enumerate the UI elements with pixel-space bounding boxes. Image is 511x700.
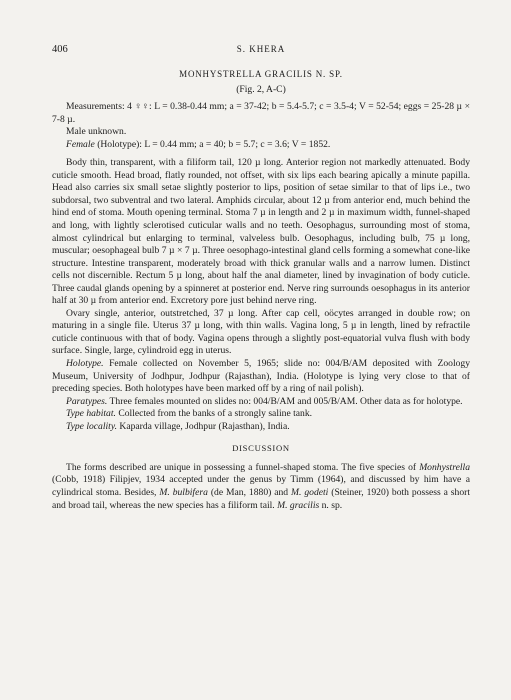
- discussion-text-3: (de Man, 1880) and: [207, 486, 292, 498]
- species-title: MONHYSTRELLA GRACILIS N. SP.: [179, 69, 343, 79]
- measurements-text: 4 ♀♀: L = 0.38-0.44 mm; a = 37-42; b = 5.4-5.7; c = 3.5-4; V = 52-54; eggs = 25-28 µ × 7-8 µ.: [52, 101, 470, 125]
- species-godeti: M. godeti: [291, 486, 329, 498]
- genus-name: Monhystrella: [419, 461, 470, 473]
- type-habitat-paragraph: [52, 408, 470, 421]
- type-locality-paragraph: [52, 421, 470, 434]
- species-gracilis: M. gracilis: [277, 499, 320, 511]
- holotype-text: Female collected on November 5, 1965; slide no: 004/B/AM deposited with Zoology Museum, University of Jodhpur, Jodhpur (Rajasthan), India. (Holotype is lying very close to that of preceding species. Both holotypes have been marked off by a ring of nail polish).: [52, 358, 470, 395]
- page-header: [52, 44, 470, 58]
- discussion-text-2: (Cobb, 1918) Filipjev, 1934 accepted under the genus by Timm (1964), and discussed by him have a cylindrical stoma. Besides,: [52, 474, 470, 498]
- type-habitat-label: Type habitat.: [66, 408, 116, 420]
- running-head: S. KHERA: [236, 44, 286, 54]
- measurements-paragraph: [52, 101, 470, 126]
- discussion-text-1: The forms described are unique in possessing a funnel-shaped stoma. The five species of: [66, 461, 420, 473]
- female-label: Female: [66, 138, 95, 150]
- discussion-paragraph: [52, 462, 470, 512]
- figure-reference: (Fig. 2, A-C): [236, 83, 286, 95]
- body-description: Body thin, transparent, with a filiform tail, 120 µ long. Anterior region not markedly attenuated. Body cuticle smooth. Head broad, flatly rounded, not offset, with six lips each bearing apically a minute papilla. Head also carries six small setae slightly posterior to lips, position of setae similar to that of lips i.e., two subdorsal, two subventral and two lateral. Amphids circular, about 12 µ from anterior end, much behind the hind end of stoma. Mouth opening terminal. Stoma 7 µ in length and 2 µ in maximum width, funnel-shaped and long, with lightly sclerotised cuticular walls and no teeth. Oesophagus, surrounding most of stoma, almost cylindrical but enlarging to terminal, valveless bulb. Oesophagus, including bulb, 75 µ long, muscular; oesophageal bulb 7 µ × 7 µ. Three oesophago-intestinal gland cells forming a somewhat cone-like structure. Intestine transparent, moderately broad with thick granular walls and a narrow lumen. Distinct cells not discernible. Rectum 5 µ long, about half the anal diameter, lined by invagination of body cuticle. Three caudal glands opening by a spinneret at posterior end. Nerve ring surrounds oesophagus in its anterior half at 30 µ from anterior end. Excretory pore just behind nerve ring.: [52, 157, 470, 307]
- paratypes-label: Paratypes.: [66, 395, 108, 407]
- measurements-label: Measurements:: [66, 101, 125, 113]
- discussion-heading: DISCUSSION: [232, 443, 290, 454]
- article-body: [52, 68, 470, 512]
- type-locality-text: Kaparda village, Jodhpur (Rajasthan), India.: [119, 420, 290, 432]
- paratypes-paragraph: [52, 396, 470, 409]
- holotype-paragraph: [52, 358, 470, 396]
- reproductive-description: Ovary single, anterior, outstretched, 37 µ long. After cap cell, oöcytes arranged in double row; on maturing in a single file. Uterus 37 µ long, with thin walls. Vagina long, 5 µ in length, lined by refractile cuticle continuous with that of body. Vagina opens through a slightly post-equatorial vulva flush with body surface. Single, large, cylindroid egg in uterus.: [52, 307, 470, 357]
- female-paragraph: [52, 139, 470, 152]
- type-habitat-text: Collected from the banks of a strongly saline tank.: [118, 408, 313, 420]
- page-number: 406: [52, 44, 68, 55]
- species-bulbifera: M. bulbifera: [159, 486, 208, 498]
- female-text: (Holotype): L = 0.44 mm; a = 40; b = 5.7; c = 3.6; V = 1852.: [97, 138, 331, 150]
- paratypes-text: Three females mounted on slides no: 004/B/AM and 005/B/AM. Other data as for holotype.: [109, 395, 463, 407]
- holotype-label: Holotype.: [66, 358, 104, 370]
- male-note: Male unknown.: [66, 126, 127, 138]
- discussion-text-5: n. sp.: [319, 499, 343, 511]
- discussion-text-4: (Steiner, 1920) both possess a short and broad tail, whereas the new species has a filiform tail.: [52, 486, 470, 511]
- type-locality-label: Type locality.: [66, 420, 117, 432]
